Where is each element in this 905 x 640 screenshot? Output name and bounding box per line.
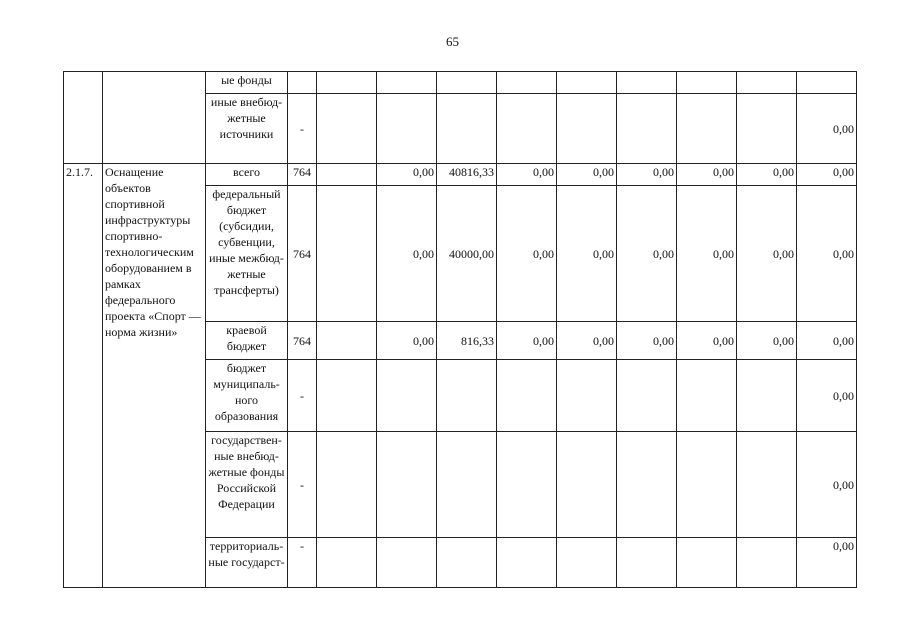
grbs-code: -	[288, 94, 317, 164]
value-cell	[557, 432, 617, 538]
value-cell	[737, 94, 797, 164]
item-number: 2.1.7.	[64, 164, 103, 588]
value-cell	[437, 72, 497, 94]
value-cell: 0,00	[737, 164, 797, 186]
value-cell: 816,33	[437, 322, 497, 360]
grbs-code: 764	[288, 322, 317, 360]
value-cell	[377, 538, 437, 588]
value-cell	[557, 72, 617, 94]
funding-source: краевой бюджет	[206, 322, 288, 360]
value-cell-total: 0,00	[797, 538, 857, 588]
funding-source: всего	[206, 164, 288, 186]
value-cell	[497, 538, 557, 588]
value-cell-total: 0,00	[797, 360, 857, 432]
grbs-code: 764	[288, 186, 317, 322]
value-cell	[617, 432, 677, 538]
value-cell	[677, 432, 737, 538]
grbs-code: -	[288, 538, 317, 588]
value-cell	[497, 94, 557, 164]
value-cell: 0,00	[497, 186, 557, 322]
value-cell	[737, 432, 797, 538]
value-cell: 0,00	[377, 322, 437, 360]
grbs-code	[288, 72, 317, 94]
value-cell	[437, 94, 497, 164]
item-name: Оснащение объектов спортивной инфраструктуры спортивно-технологическим оборудованием в рамках федерального проекта «Спорт — норма жизни»	[103, 164, 206, 588]
funding-source: федеральный бюджет (субсидии, субвенции, иные межбюд-жетные трансферты)	[206, 186, 288, 322]
funding-source: иные внебюд-жетные источники	[206, 94, 288, 164]
value-cell	[677, 360, 737, 432]
value-cell: 0,00	[677, 164, 737, 186]
value-cell	[437, 360, 497, 432]
table-row	[64, 72, 857, 94]
grbs-code: 764	[288, 164, 317, 186]
budget-table	[63, 71, 857, 588]
page-number: 65	[446, 34, 459, 49]
value-cell	[317, 360, 377, 432]
value-cell: 0,00	[377, 164, 437, 186]
value-cell	[317, 538, 377, 588]
value-cell	[677, 538, 737, 588]
value-cell	[497, 432, 557, 538]
value-cell	[617, 360, 677, 432]
value-cell	[377, 94, 437, 164]
value-cell: 0,00	[497, 322, 557, 360]
value-cell	[617, 94, 677, 164]
item-name-cell	[103, 72, 206, 164]
value-cell	[317, 322, 377, 360]
value-cell: 40000,00	[437, 186, 497, 322]
value-cell	[557, 538, 617, 588]
value-cell	[677, 94, 737, 164]
value-cell: 0,00	[797, 186, 857, 322]
value-cell	[737, 72, 797, 94]
value-cell: 0,00	[617, 186, 677, 322]
value-cell	[377, 432, 437, 538]
value-cell	[677, 72, 737, 94]
grbs-code: -	[288, 432, 317, 538]
value-cell: 0,00	[737, 186, 797, 322]
value-cell: 0,00	[617, 164, 677, 186]
funding-source: государствен-ные внебюд-жетные фонды Российской Федерации	[206, 432, 288, 538]
value-cell: 0,00	[557, 322, 617, 360]
value-cell: 0,00	[377, 186, 437, 322]
funding-source: ые фонды	[206, 72, 288, 94]
value-cell	[497, 72, 557, 94]
table-row	[64, 164, 857, 186]
value-cell	[557, 360, 617, 432]
funding-source: территориаль-ные государст-	[206, 538, 288, 588]
value-cell	[317, 186, 377, 322]
value-cell	[377, 360, 437, 432]
value-cell	[317, 72, 377, 94]
value-cell: 0,00	[737, 322, 797, 360]
value-cell-total: 0,00	[797, 432, 857, 538]
row-number-cell	[64, 72, 103, 164]
value-cell	[437, 538, 497, 588]
value-cell-total: 0,00	[797, 94, 857, 164]
value-cell	[317, 432, 377, 538]
value-cell: 0,00	[797, 322, 857, 360]
value-cell: 0,00	[797, 164, 857, 186]
value-cell: 0,00	[557, 186, 617, 322]
value-cell: 0,00	[677, 186, 737, 322]
value-cell	[557, 94, 617, 164]
value-cell	[737, 360, 797, 432]
value-cell	[317, 94, 377, 164]
value-cell: 0,00	[557, 164, 617, 186]
value-cell	[617, 72, 677, 94]
value-cell	[737, 538, 797, 588]
value-cell: 0,00	[617, 322, 677, 360]
value-cell	[437, 432, 497, 538]
value-cell	[497, 360, 557, 432]
funding-source: бюджет муниципаль-ного образования	[206, 360, 288, 432]
value-cell: 40816,33	[437, 164, 497, 186]
value-cell: 0,00	[497, 164, 557, 186]
value-cell	[377, 72, 437, 94]
value-cell	[797, 72, 857, 94]
value-cell	[317, 164, 377, 186]
grbs-code: -	[288, 360, 317, 432]
value-cell	[617, 538, 677, 588]
value-cell: 0,00	[677, 322, 737, 360]
